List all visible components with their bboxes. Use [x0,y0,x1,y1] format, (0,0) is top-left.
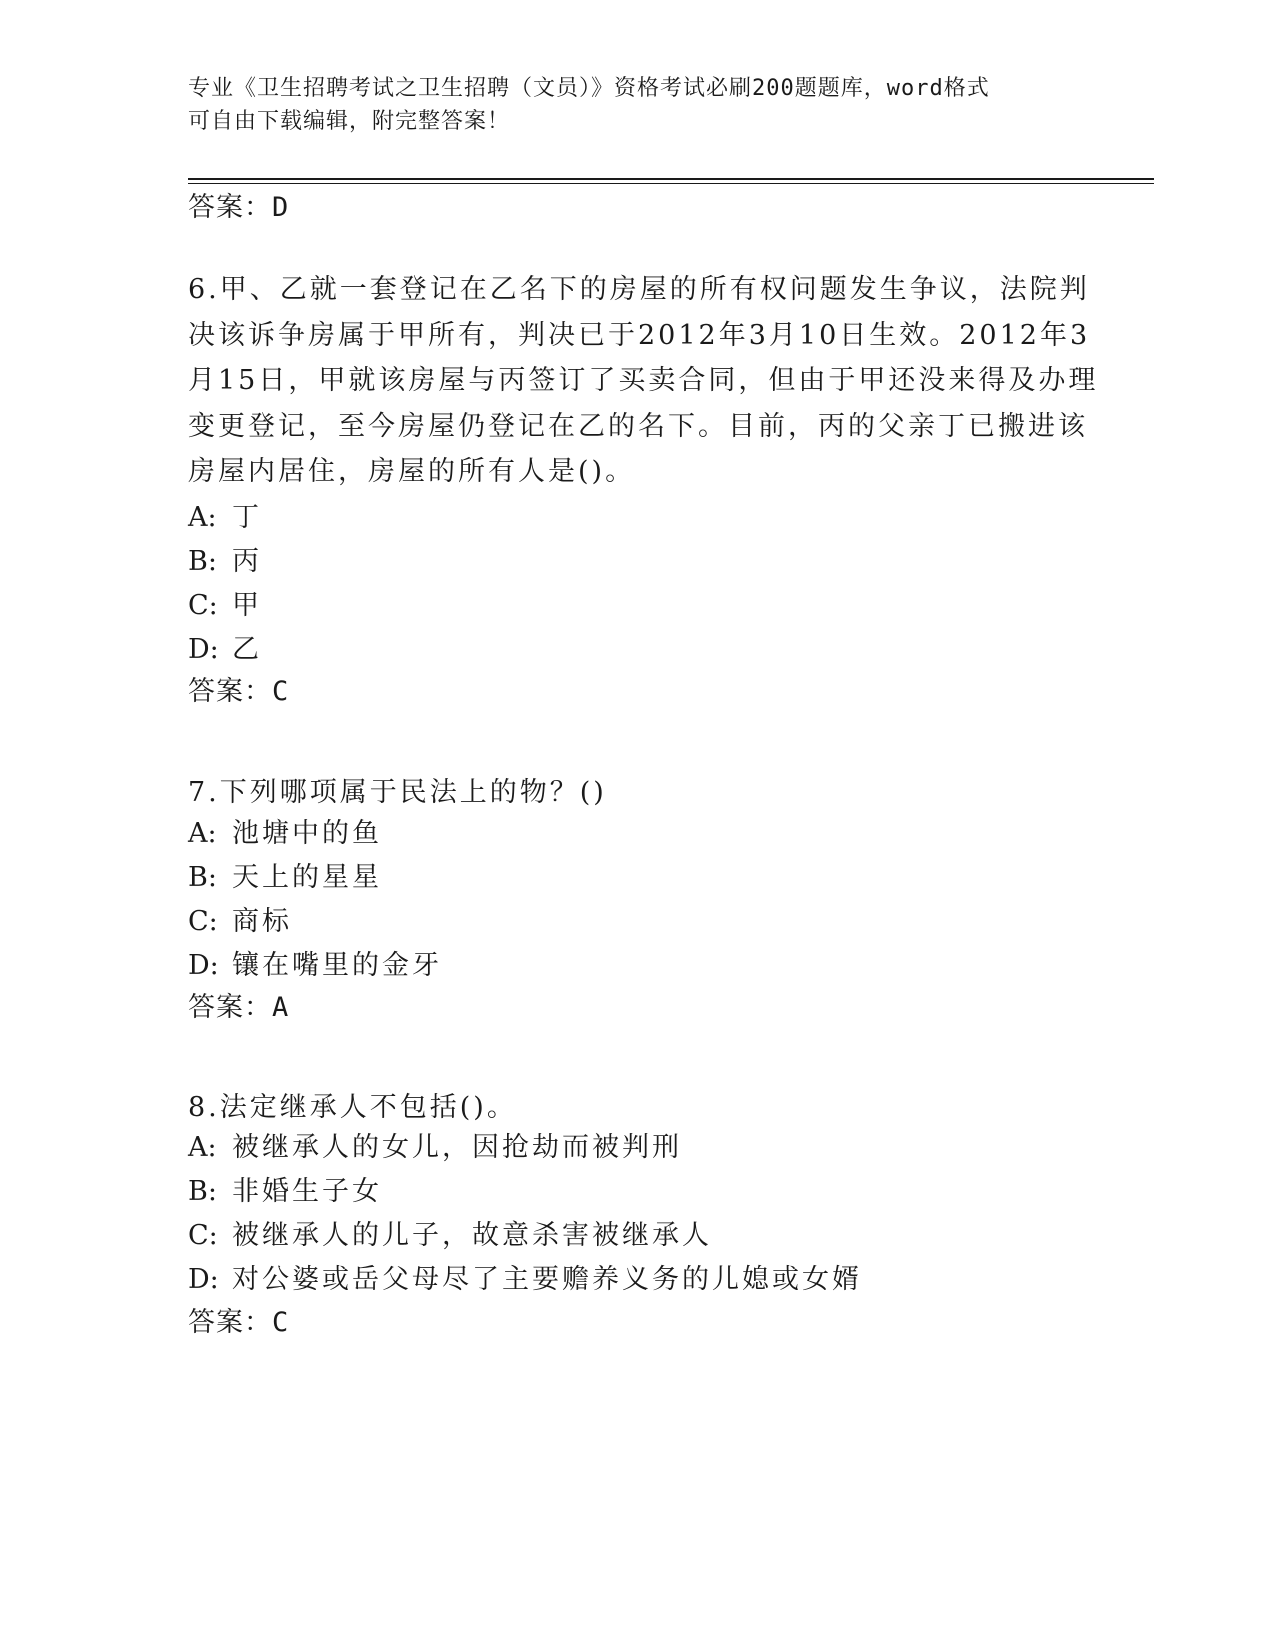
option-letter: D: [188,1264,219,1295]
header-rule-thick [188,178,1154,180]
question-7-option-c [188,904,292,940]
option-letter: B: [188,546,217,577]
question-stem-line: 8.法定继承人不包括()。 [188,1092,517,1123]
question-stem-line: 变更登记，至今房屋仍登记在乙的名下。目前，丙的父亲丁已搬进该 [188,410,1088,442]
option-letter: C: [188,1220,218,1251]
question-7-option-b [188,860,382,896]
question-stem-line: 6.甲、乙就一套登记在乙名下的房屋的所有权问题发生争议，法院判 [188,274,1090,305]
option-text: 被继承人的儿子，故意杀害被继承人 [232,1220,712,1251]
prev-answer: 答案：D [188,192,290,223]
question-7-answer: 答案：A [188,992,290,1023]
option-text: 丙 [232,546,262,577]
question-6-answer: 答案：C [188,676,290,707]
header-title-line-1: 专业《卫生招聘考试之卫生招聘（文员）》资格考试必刷200题题库，word格式 [188,76,990,101]
option-text: 乙 [232,634,262,665]
question-8-option-d [188,1262,862,1298]
header-rule-thin [188,183,1154,184]
question-7-stem [188,770,1088,816]
question-8-option-c [188,1218,712,1254]
question-7-option-a [188,816,382,852]
option-letter: D: [188,950,219,981]
question-6-stem [188,267,1099,495]
option-letter: A: [188,818,217,849]
question-6-option-c [188,588,262,624]
option-text: 天上的星星 [232,862,382,893]
question-8-option-a [188,1130,682,1166]
option-text: 镶在嘴里的金牙 [232,950,442,981]
header-title-line-2: 可自由下载编辑，附完整答案！ [188,109,511,134]
question-stem-line: 7.下列哪项属于民法上的物？() [188,777,607,808]
question-6-option-d [188,632,262,668]
option-text: 池塘中的鱼 [232,818,382,849]
option-letter: A: [188,502,217,533]
option-text: 对公婆或岳父母尽了主要赡养义务的儿媳或女婿 [232,1264,862,1295]
question-8-stem [188,1085,1088,1131]
question-6-option-b [188,544,262,580]
question-stem-line: 月15日，甲就该房屋与丙签订了买卖合同，但由于甲还没来得及办理 [188,365,1099,396]
question-6-option-a [188,500,262,536]
option-text: 丁 [232,502,262,533]
option-text: 被继承人的女儿，因抢劫而被判刑 [232,1132,682,1163]
question-stem-line: 房屋内居住，房屋的所有人是()。 [188,456,636,487]
option-text: 非婚生子女 [232,1176,382,1207]
option-letter: D: [188,634,219,665]
option-letter: B: [188,1176,217,1207]
question-7-option-d [188,948,442,984]
document-header [188,72,1088,138]
option-letter: C: [188,590,218,621]
option-text: 甲 [232,590,262,621]
question-8-answer: 答案：C [188,1307,290,1338]
option-letter: A: [188,1132,217,1163]
option-text: 商标 [232,906,292,937]
option-letter: B: [188,862,217,893]
option-letter: C: [188,906,218,937]
question-stem-line: 决该诉争房属于甲所有，判决已于2012年3月10日生效。2012年3 [188,319,1091,351]
question-8-option-b [188,1174,382,1210]
